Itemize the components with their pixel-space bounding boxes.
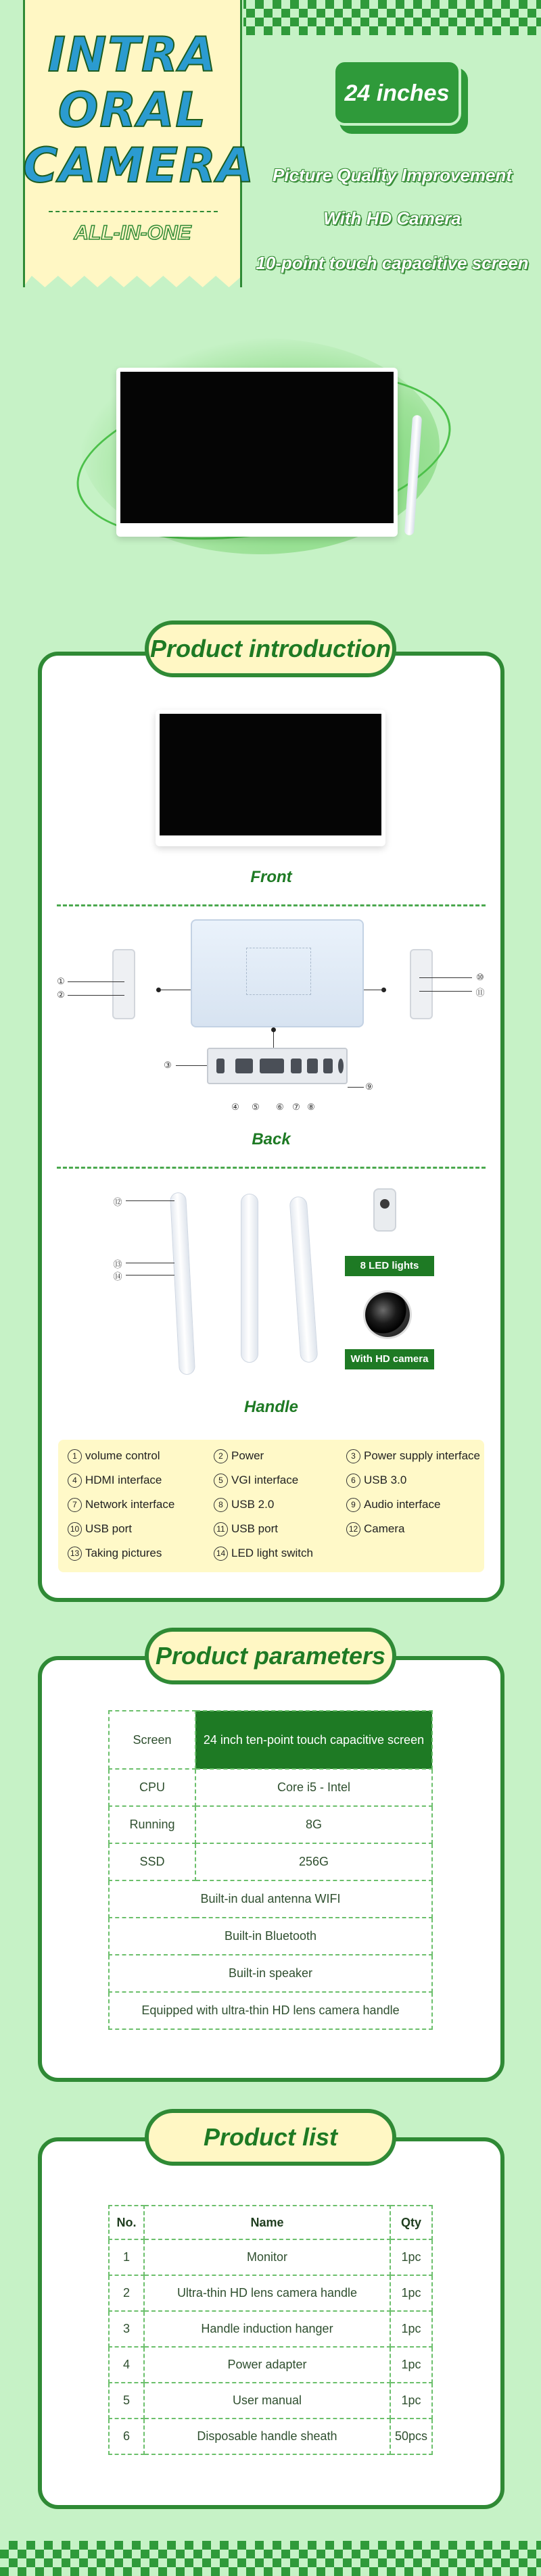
legend-item <box>214 1449 264 1463</box>
item-qty: 1pc <box>390 2347 432 2383</box>
table-row <box>109 1880 432 1918</box>
legend-number: 10 <box>68 1522 82 1536</box>
param-feature: Equipped with ultra-thin HD lens camera handle <box>109 1992 432 2029</box>
column-header: Name <box>144 2206 390 2239</box>
legend-number: 11 <box>214 1522 228 1536</box>
legend-item <box>346 1498 440 1512</box>
monitor-screen <box>160 714 381 835</box>
item-qty: 50pcs <box>390 2419 432 2454</box>
item-qty: 1pc <box>390 2239 432 2275</box>
product-list-table <box>108 2205 433 2455</box>
caption-handle: Handle <box>243 1398 298 1416</box>
callout-14: ⑭ <box>113 1271 122 1282</box>
legend-item <box>346 1449 480 1463</box>
table-row <box>109 2311 432 2347</box>
leader-dot <box>271 1027 276 1032</box>
table-row <box>109 2347 432 2383</box>
hd-lens-image <box>365 1292 410 1337</box>
hero-title-line-3: CAMERA <box>23 138 256 193</box>
leader-line <box>176 1065 207 1066</box>
param-label: SSD <box>109 1843 195 1880</box>
hero-feature-2: With HD Camera <box>323 208 461 228</box>
leader-line <box>68 981 124 982</box>
vesa-mount <box>246 948 311 995</box>
section-divider <box>57 1167 486 1169</box>
callout-10: ⑩ <box>476 972 484 982</box>
legend-text: Taking pictures <box>85 1547 162 1559</box>
size-speech-bubble <box>333 59 461 126</box>
legend-text: Camera <box>364 1522 405 1535</box>
param-feature: Built-in speaker <box>109 1955 432 1992</box>
table-row <box>109 1843 432 1880</box>
table-row <box>109 1806 432 1843</box>
callout-13: ⑬ <box>113 1259 122 1269</box>
front-monitor-image <box>156 710 385 846</box>
size-badge-text: 24 inches <box>344 80 450 106</box>
hero-title-line-1: INTRA <box>47 27 218 82</box>
table-row <box>109 2275 432 2311</box>
item-qty: 1pc <box>390 2275 432 2311</box>
item-name: Disposable handle sheath <box>144 2419 390 2454</box>
hd-camera-badge: With HD camera <box>345 1349 434 1369</box>
legend-number: 7 <box>68 1498 82 1512</box>
legend-text: LED light switch <box>231 1547 313 1559</box>
item-qty: 1pc <box>390 2311 432 2347</box>
callout-12: ⑫ <box>113 1197 122 1207</box>
item-no: 1 <box>109 2239 144 2275</box>
port <box>323 1059 333 1073</box>
item-name: Monitor <box>144 2239 390 2275</box>
param-feature: Built-in Bluetooth <box>109 1918 432 1955</box>
legend-number: 12 <box>346 1522 360 1536</box>
leader-line <box>419 991 472 992</box>
legend-item <box>68 1449 160 1463</box>
hero-feature-3: 10-point touch capacitive screen <box>256 253 529 273</box>
port <box>291 1059 302 1073</box>
back-panel-image <box>191 919 364 1027</box>
item-qty: 1pc <box>390 2383 432 2419</box>
legend-number: 13 <box>68 1547 82 1561</box>
item-name: Handle induction hanger <box>144 2311 390 2347</box>
table-row <box>109 1711 432 1769</box>
legend-text: volume control <box>85 1449 160 1462</box>
leader-line <box>126 1200 174 1201</box>
port <box>338 1059 344 1073</box>
leader-line <box>348 1087 364 1088</box>
table-row <box>109 1769 432 1806</box>
left-side-view <box>112 949 135 1019</box>
lens <box>380 1199 390 1209</box>
legend-text: USB 2.0 <box>231 1498 275 1511</box>
param-value: 24 inch ten-point touch capacitive screen <box>195 1711 432 1769</box>
legend-number: 8 <box>214 1498 228 1512</box>
column-header: No. <box>109 2206 144 2239</box>
legend-item <box>68 1522 132 1536</box>
led-lights-badge: 8 LED lights <box>345 1256 434 1276</box>
legend-text: Audio interface <box>364 1498 441 1511</box>
hero-tagline: ALL-IN-ONE <box>74 222 191 244</box>
legend-item <box>68 1547 162 1561</box>
item-name: User manual <box>144 2383 390 2419</box>
table-header-row <box>109 2206 432 2239</box>
legend-number: 1 <box>68 1449 82 1463</box>
port-panel-image <box>207 1048 348 1084</box>
legend-number: 5 <box>214 1474 228 1488</box>
callout-1: ① <box>57 976 65 986</box>
table-row <box>109 2239 432 2275</box>
param-label: Running <box>109 1806 195 1843</box>
item-no: 3 <box>109 2311 144 2347</box>
legend-number: 2 <box>214 1449 228 1463</box>
legend-item <box>214 1522 278 1536</box>
callout-5: ⑤ <box>252 1102 260 1112</box>
table-row <box>109 1918 432 1955</box>
legend-item <box>214 1474 298 1488</box>
table-row <box>109 1992 432 2029</box>
legend-item <box>214 1498 274 1512</box>
legend-number: 3 <box>346 1449 360 1463</box>
callout-7: ⑦ <box>292 1102 300 1112</box>
legend-number: 9 <box>346 1498 360 1512</box>
legend-item <box>346 1522 404 1536</box>
callout-8: ⑧ <box>307 1102 315 1112</box>
column-header: Qty <box>390 2206 432 2239</box>
callout-6: ⑥ <box>276 1102 284 1112</box>
hero-title-line-2: ORAL <box>57 82 208 138</box>
legend-number: 14 <box>214 1547 228 1561</box>
monitor-screen <box>120 372 394 523</box>
item-no: 4 <box>109 2347 144 2383</box>
item-no: 2 <box>109 2275 144 2311</box>
item-name: Power adapter <box>144 2347 390 2383</box>
caption-back: Back <box>252 1130 291 1148</box>
param-value: 8G <box>195 1806 432 1843</box>
table-row <box>109 2419 432 2454</box>
callout-11: ⑪ <box>475 988 485 998</box>
param-value: Core i5 - Intel <box>195 1769 432 1806</box>
callout-3: ③ <box>164 1060 172 1070</box>
table-row <box>109 1955 432 1992</box>
legend-text: VGI interface <box>231 1474 299 1486</box>
port <box>307 1059 318 1073</box>
legend-text: HDMI interface <box>85 1474 162 1486</box>
led-camera-tip-image <box>373 1188 396 1232</box>
legend-number: 4 <box>68 1474 82 1488</box>
legend-text: USB port <box>85 1522 132 1535</box>
port <box>260 1059 284 1073</box>
param-value: 256G <box>195 1843 432 1880</box>
legend-text: Network interface <box>85 1498 175 1511</box>
handle-front-view <box>241 1194 258 1363</box>
params-heading: Product parameters <box>145 1628 396 1684</box>
right-side-view <box>410 949 433 1019</box>
legend-item <box>68 1474 162 1488</box>
leader-line <box>68 995 124 996</box>
callout-9: ⑨ <box>365 1082 373 1092</box>
product-list-heading: Product list <box>145 2109 396 2166</box>
legend-number: 6 <box>346 1474 360 1488</box>
banner-divider <box>49 211 218 212</box>
callout-4: ④ <box>231 1102 239 1112</box>
legend-text: USB port <box>231 1522 278 1535</box>
legend-item <box>346 1474 406 1488</box>
item-name: Ultra-thin HD lens camera handle <box>144 2275 390 2311</box>
checker-pattern-bottom <box>0 2541 541 2576</box>
legend-item <box>214 1547 313 1561</box>
caption-front: Front <box>250 868 292 886</box>
item-no: 6 <box>109 2419 144 2454</box>
hero-feature-1: Picture Quality Improvement <box>273 165 512 185</box>
port <box>216 1059 225 1073</box>
param-feature: Built-in dual antenna WIFI <box>109 1880 432 1918</box>
legend-item <box>68 1498 174 1512</box>
leader-line <box>419 977 472 978</box>
section-divider <box>57 904 486 906</box>
params-table <box>108 1710 433 2030</box>
table-row <box>109 2383 432 2419</box>
legend-text: Power <box>231 1449 264 1462</box>
hero-monitor-image <box>116 368 398 537</box>
intro-heading: Product introduction <box>145 621 396 677</box>
param-label: Screen <box>109 1711 195 1769</box>
callout-2: ② <box>57 990 65 1000</box>
port-legend <box>58 1440 484 1572</box>
legend-text: USB 3.0 <box>364 1474 407 1486</box>
legend-text: Power supply interface <box>364 1449 480 1462</box>
item-no: 5 <box>109 2383 144 2419</box>
param-label: CPU <box>109 1769 195 1806</box>
port <box>235 1059 253 1073</box>
